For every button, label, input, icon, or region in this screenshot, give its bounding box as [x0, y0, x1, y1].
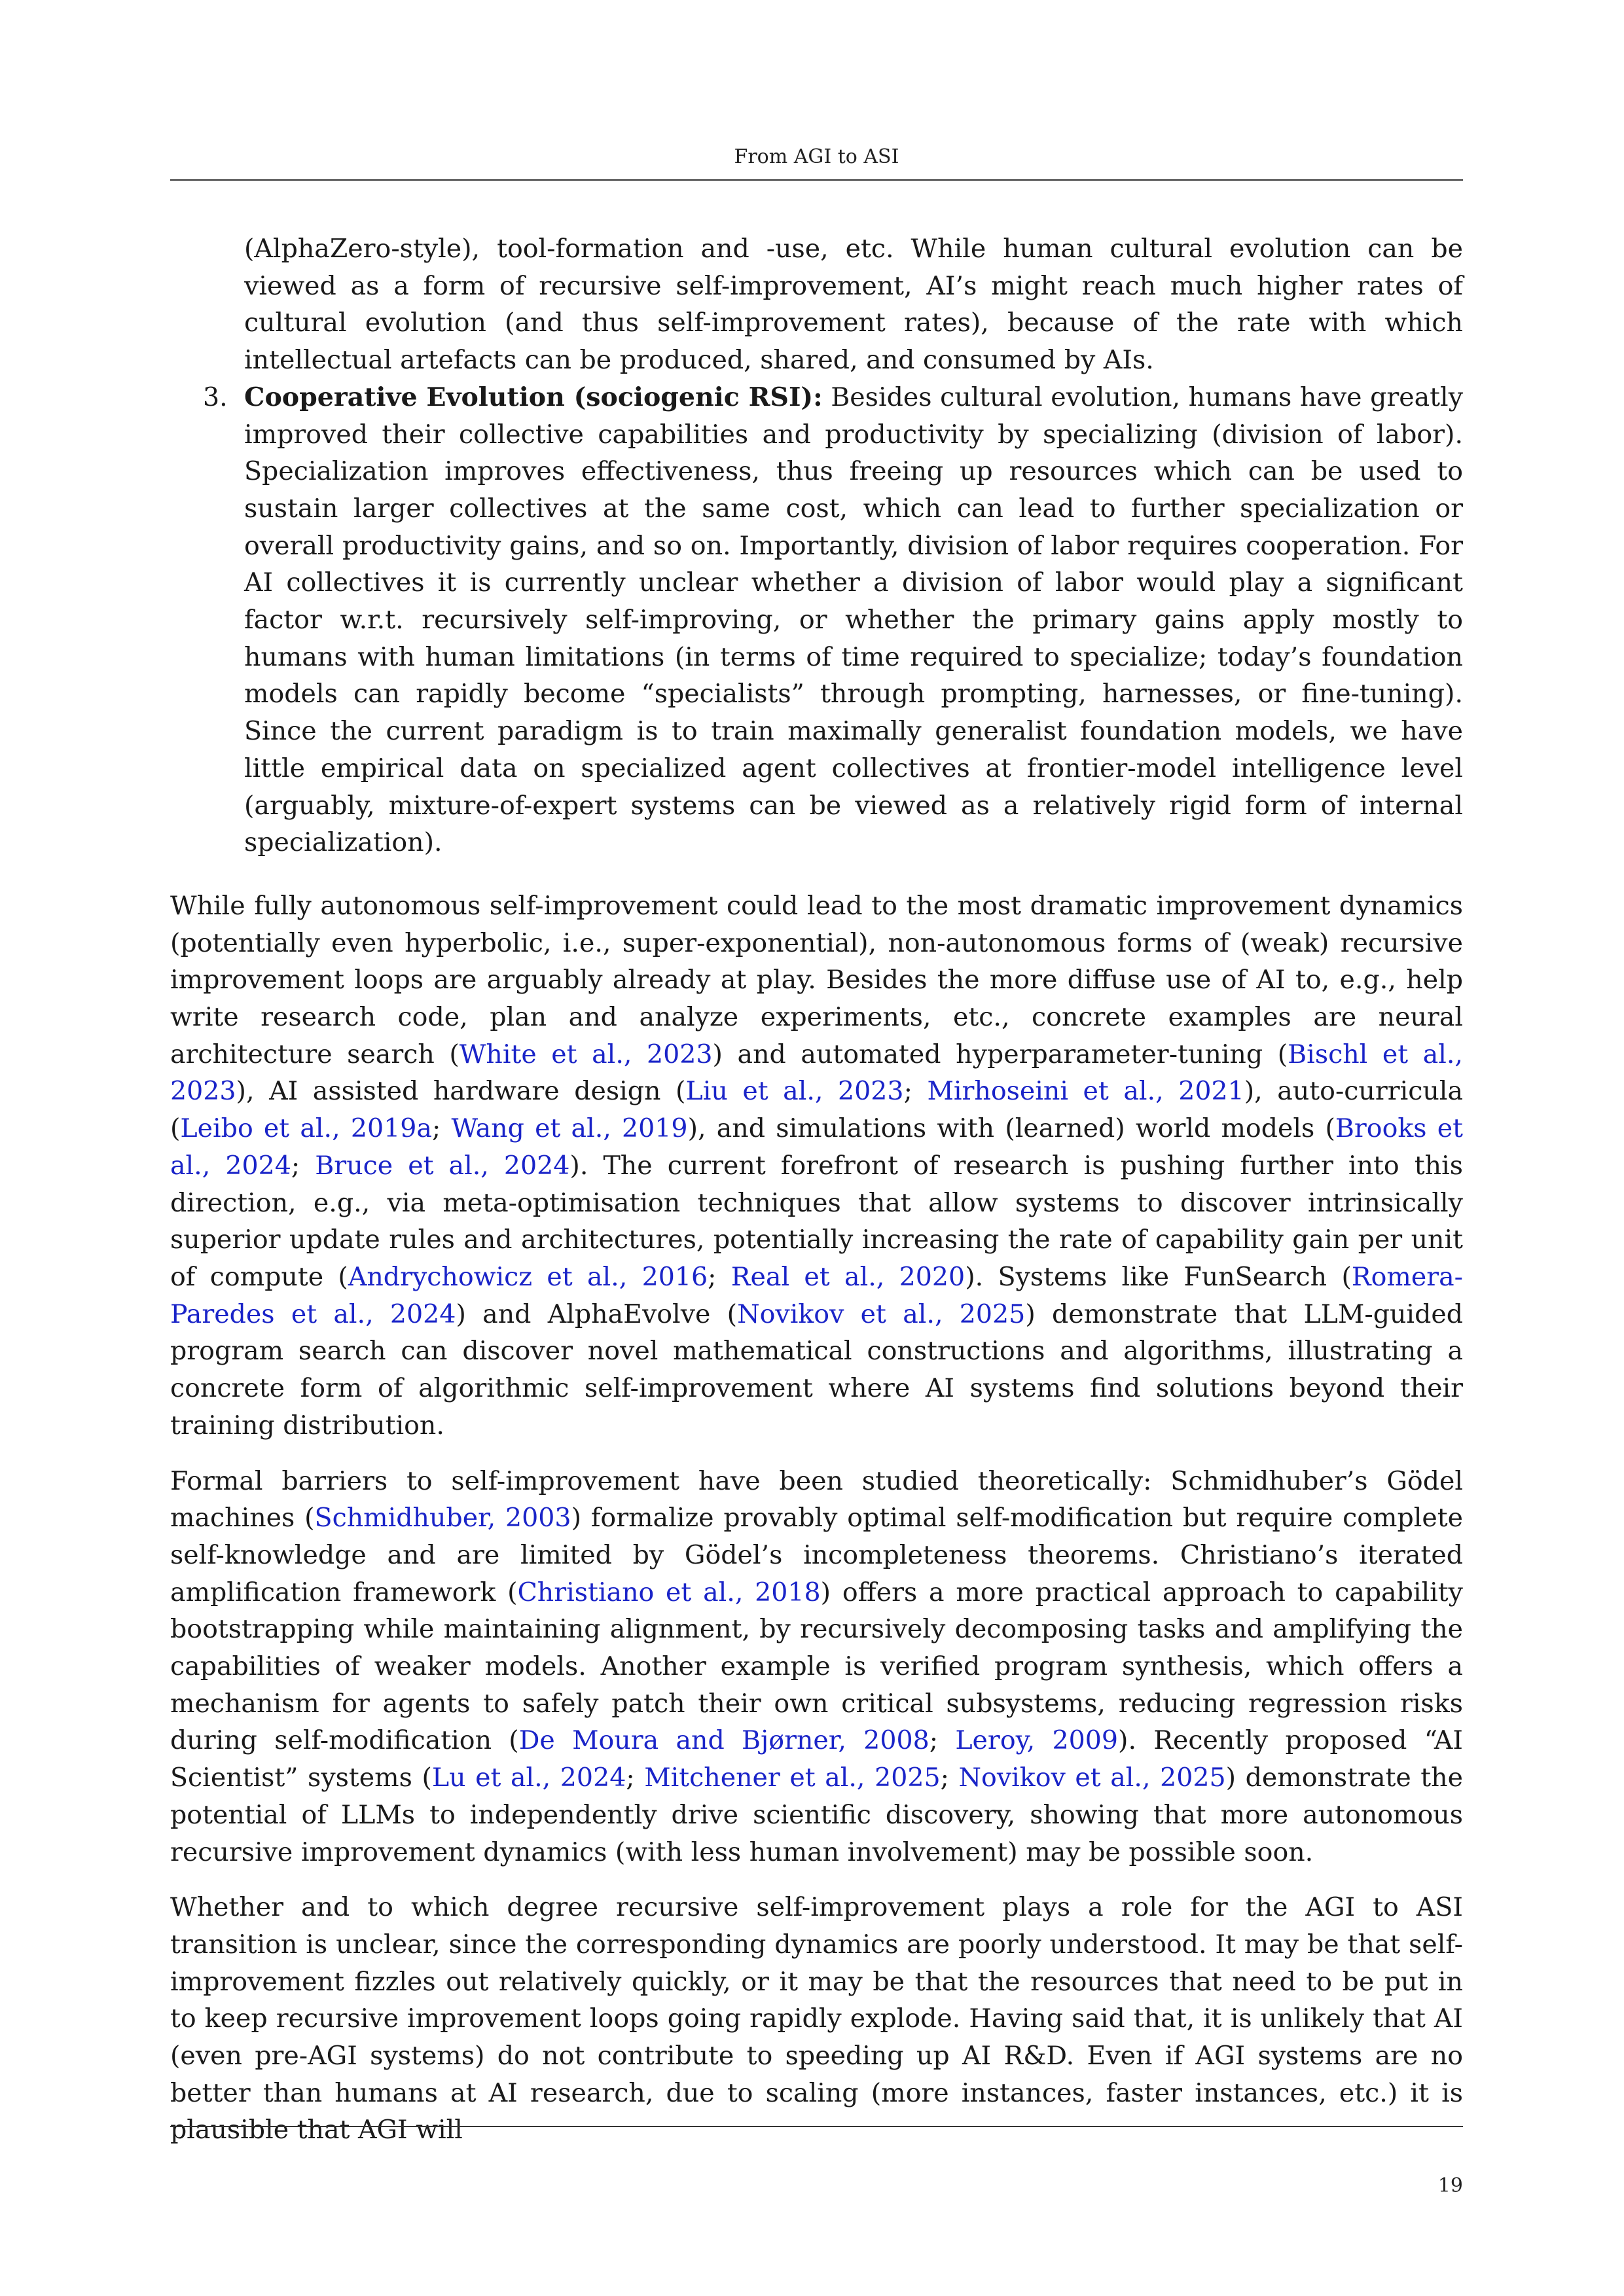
list-item-2-continuation: (AlphaZero-style), tool-formation and -use, etc. While human cultural evolution can be viewed as a form of recursive self-improvement, AI’s might reach much higher rates of cultural evolution (and thus self-improvement rates), because of the rate with which intellectual artefacts can be produced, shared, and consumed by AIs.: [244, 234, 1463, 376]
citation-link[interactable]: Bruce et al., 2024: [315, 1150, 570, 1181]
citation-link[interactable]: Mitchener et al., 2025: [644, 1763, 941, 1793]
citation-link[interactable]: De Moura and Bjørner, 2008: [518, 1725, 929, 1756]
paragraph-formal-barriers: [170, 1463, 1463, 1871]
text-run: While fully autonomous self-improvement could lead to the most dramatic improvement dynamics (potentially even hyperbolic, i.e., super-exponential), non-autonomous forms of (weak) recursive improvement loops are arguably already at play. Besides the more diffuse use of AI to, e.g., help write research code, plan and analyze experiments, etc., concrete examples are neural architecture search (: [170, 890, 1463, 1069]
text-run: ;: [708, 1261, 731, 1292]
citation-link[interactable]: White et al., 2023: [459, 1039, 713, 1069]
text-run: ) and AlphaEvolve (: [456, 1299, 738, 1329]
text-run: ;: [431, 1113, 452, 1144]
text-run: ), and simulations with (learned) world models (: [687, 1113, 1335, 1144]
text-run: ). Systems like FunSearch (: [965, 1261, 1352, 1292]
citation-link[interactable]: Brooks et al., 2024: [170, 1113, 1463, 1181]
footer-rule: [170, 2126, 1463, 2127]
text-run: ;: [903, 1076, 928, 1107]
citation-link[interactable]: Liu et al., 2023: [685, 1076, 904, 1107]
list-item-3: [170, 379, 1463, 861]
text-run: ;: [940, 1763, 959, 1793]
citation-link[interactable]: Bischl et al., 2023: [170, 1039, 1463, 1107]
text-run: Formal barriers to self-improvement have been studied theoretically: Schmidhuber’s Gödel machines (: [170, 1465, 1463, 1534]
text-run: ;: [626, 1763, 645, 1793]
page-body: [170, 230, 1463, 2149]
list-item-title: Cooperative Evolution (sociogenic RSI):: [244, 382, 823, 412]
text-run: ) demonstrate the potential of LLMs to independently drive scientific discovery, showing that more autonomous recursive improvement dynamics (with less human involvement) may be possible soon.: [170, 1763, 1463, 1867]
citation-link[interactable]: Wang et al., 2019: [451, 1113, 688, 1144]
citation-link[interactable]: Novikov et al., 2025: [958, 1763, 1226, 1793]
text-run: ), AI assisted hardware design (: [236, 1076, 686, 1107]
text-run: ;: [291, 1150, 316, 1181]
citation-link[interactable]: Christiano et al., 2018: [517, 1577, 821, 1607]
paragraph-rsi-role: Whether and to which degree recursive self-improvement plays a role for the AGI to ASI transition is unclear, since the corresponding dynamics are poorly understood. It may be that self-improvement fizzles out relatively quickly, or it may be that the resources that need to be put in to keep recursive improvement loops going rapidly explode. Having said that, it is unlikely that AI (even pre-AGI systems) do not contribute to speeding up AI R&D. Even if AGI systems are no better than humans at AI research, due to scaling (more instances, faster instances, etc.) it is plausible that AGI will: [170, 1892, 1463, 2145]
text-run: ), auto-curricula (: [170, 1076, 1463, 1144]
citation-link[interactable]: Mirhoseini et al., 2021: [927, 1076, 1244, 1107]
text-run: ). The current forefront of research is pushing further into this direction, e.g., via meta-optimisation techniques that allow systems to discover intrinsically superior update rules and architectures, potentially increasing the rate of capability gain per unit of compute (: [170, 1150, 1463, 1292]
paragraph-improvement-loops: [170, 888, 1463, 1444]
citation-link[interactable]: Leroy, 2009: [955, 1725, 1119, 1756]
text-run: ) offers a more practical approach to capability bootstrapping while maintaining alignment, by recursively decomposing tasks and amplifying the capabilities of weaker models. Another example is verified program synthesis, which offers a mechanism for agents to safely patch their own critical subsystems, reducing regression risks during self-modification (: [170, 1577, 1463, 1756]
text-run: ;: [929, 1725, 956, 1756]
text-run: ) formalize provably optimal self-modification but require complete self-knowledge and are limited by Gödel’s incompleteness theorems. Christiano’s iterated amplification framework (: [170, 1503, 1463, 1607]
citation-link[interactable]: Lu et al., 2024: [431, 1763, 626, 1793]
citation-link[interactable]: Schmidhuber, 2003: [314, 1503, 571, 1534]
citation-link[interactable]: Romera-Paredes et al., 2024: [170, 1261, 1463, 1329]
citation-link[interactable]: Leibo et al., 2019a: [180, 1113, 432, 1144]
page-number: 19: [1437, 2174, 1463, 2197]
list-item-text: Besides cultural evolution, humans have greatly improved their collective capabilities and productivity by specializing (division of labor). Specialization improves effectiveness, thus freeing up resources which can be used to sustain larger collectives at the same cost, which can lead to further specialization or overall productivity gains, and so on. Importantly, division of labor requires cooperation. For AI collectives it is currently unclear whether a division of labor would play a significant factor w.r.t. recursively self-improving, or whether the primary gains apply mostly to humans with human limitations (in terms of time required to specialize; today’s foundation models can rapidly become “specialists” through prompting, harnesses, or fine-tuning). Since the current paradigm is to train maximally generalist foundation models, we have little empirical data on specialized agent collectives at frontier-model intelligence level (arguably, mixture-of-expert systems can be viewed as a relatively rigid form of internal specialization).: [244, 382, 1464, 858]
citation-link[interactable]: Novikov et al., 2025: [737, 1299, 1026, 1329]
header-rule: [170, 179, 1463, 181]
text-run: ). Recently proposed “AI Scientist” systems (: [170, 1725, 1463, 1793]
text-run: ) demonstrate that LLM-guided program search can discover novel mathematical constructions and algorithms, illustrating a concrete form of algorithmic self-improvement where AI systems find solutions beyond their training distribution.: [170, 1299, 1464, 1441]
citation-link[interactable]: Andrychowicz et al., 2016: [348, 1261, 708, 1292]
running-header: From AGI to ASI: [734, 145, 899, 168]
list-number: 3.: [203, 382, 228, 412]
citation-link[interactable]: Real et al., 2020: [731, 1261, 965, 1292]
text-run: ) and automated hyperparameter-tuning (: [712, 1039, 1288, 1069]
